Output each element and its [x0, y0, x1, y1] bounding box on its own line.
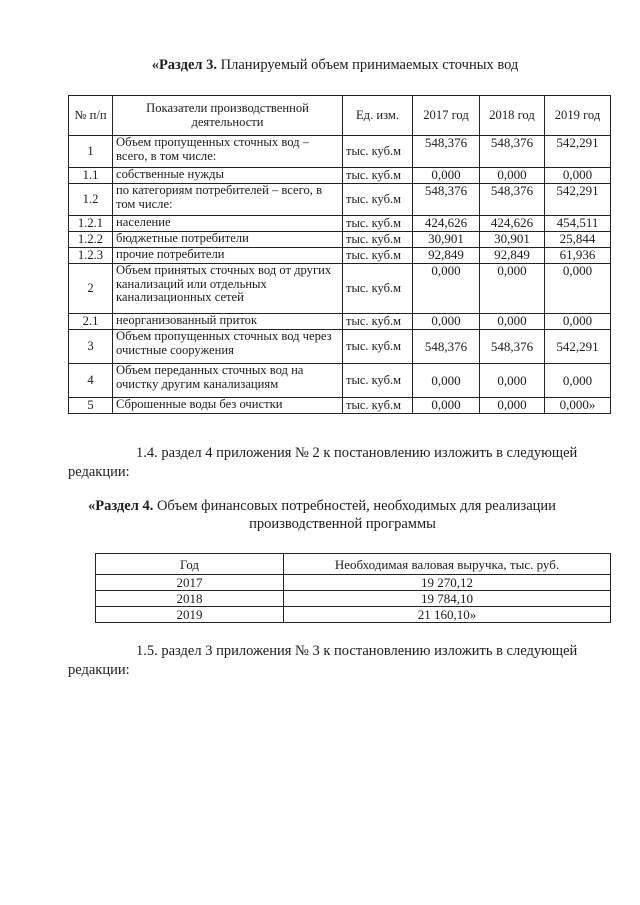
row-unit: тыс. куб.м: [343, 232, 413, 248]
section3-table: [68, 95, 611, 414]
row-name: Объем переданных сточных вод на очистку другим канализациям: [113, 364, 343, 398]
row-unit: тыс. куб.м: [343, 248, 413, 264]
row-name: неорганизованный приток: [113, 314, 343, 330]
row-value-2018: 0,000: [480, 168, 545, 184]
section4-title-bold: «Раздел 4.: [88, 498, 154, 514]
paragraph-1-5: [68, 642, 613, 680]
table-row: [69, 216, 611, 232]
header-2017: 2017 год: [413, 96, 480, 136]
row-year: 2018: [96, 591, 284, 607]
row-value-2019: 0,000»: [545, 398, 611, 414]
header-2019: 2019 год: [545, 96, 611, 136]
row-value-2017: 548,376: [413, 330, 480, 364]
row-value-2019: 454,511: [545, 216, 611, 232]
row-unit: тыс. куб.м: [343, 264, 413, 314]
header-indicator: Показатели производственной деятельности: [113, 96, 343, 136]
row-num: 2: [69, 264, 113, 314]
table-row: [96, 607, 611, 623]
header-unit: Ед. изм.: [343, 96, 413, 136]
row-num: 3: [69, 330, 113, 364]
row-value-2019: 0,000: [545, 264, 611, 314]
row-value-2018: 0,000: [480, 364, 545, 398]
table-row: [96, 591, 611, 607]
row-unit: тыс. куб.м: [343, 330, 413, 364]
row-value-2017: 92,849: [413, 248, 480, 264]
row-value-2018: 424,626: [480, 216, 545, 232]
section4-title: [70, 497, 615, 533]
table-header-row: [96, 554, 611, 575]
row-name: бюджетные потребители: [113, 232, 343, 248]
row-name: прочие потребители: [113, 248, 343, 264]
row-value-2018: 0,000: [480, 264, 545, 314]
row-unit: тыс. куб.м: [343, 314, 413, 330]
row-num: 5: [69, 398, 113, 414]
row-value-2017: 0,000: [413, 168, 480, 184]
header-2018: 2018 год: [480, 96, 545, 136]
row-num: 1: [69, 136, 113, 168]
row-value-2019: 25,844: [545, 232, 611, 248]
row-value-2019: 542,291: [545, 330, 611, 364]
paragraph-1-4-line1: 1.4. раздел 4 приложения № 2 к постановлению изложить в следующей: [136, 445, 578, 461]
row-value-2018: 548,376: [480, 184, 545, 216]
table-row: [69, 136, 611, 168]
row-num: 1.2.1: [69, 216, 113, 232]
row-unit: тыс. куб.м: [343, 364, 413, 398]
row-name: Объем принятых сточных вод от других канализаций или отдельных канализационных сетей: [113, 264, 343, 314]
row-unit: тыс. куб.м: [343, 136, 413, 168]
row-unit: тыс. куб.м: [343, 398, 413, 414]
paragraph-1-4-line2: редакции:: [68, 464, 130, 480]
section4-table: [95, 553, 611, 623]
row-value-2018: 548,376: [480, 136, 545, 168]
header-year: Год: [96, 554, 284, 575]
section3-title-bold: «Раздел 3.: [151, 57, 218, 73]
row-value-2019: 0,000: [545, 168, 611, 184]
row-value-2017: 0,000: [413, 364, 480, 398]
table-row: [69, 398, 611, 414]
header-num: № п/п: [69, 96, 113, 136]
table-row: [69, 168, 611, 184]
row-value-2018: 0,000: [480, 398, 545, 414]
row-name: по категориям потребителей – всего, в том числе:: [113, 184, 343, 216]
row-unit: тыс. куб.м: [343, 216, 413, 232]
row-value-2017: 0,000: [413, 398, 480, 414]
row-value-2018: 92,849: [480, 248, 545, 264]
row-value-2019: 542,291: [545, 136, 611, 168]
row-value-2017: 0,000: [413, 264, 480, 314]
section3-title-text: Планируемый объем принимаемых сточных вод: [217, 57, 519, 73]
row-name: собственные нужды: [113, 168, 343, 184]
row-value-2017: 30,901: [413, 232, 480, 248]
row-name: Объем пропущенных сточных вод через очистные сооружения: [113, 330, 343, 364]
section4-title-text: Объем финансовых потребностей, необходимых для реализации: [153, 498, 556, 514]
section4-title-line2: производственной программы: [249, 516, 436, 532]
row-num: 2.1: [69, 314, 113, 330]
row-value-2019: 542,291: [545, 184, 611, 216]
paragraph-1-4: [68, 444, 613, 482]
row-num: 1.1: [69, 168, 113, 184]
row-year: 2017: [96, 575, 284, 591]
row-revenue: 21 160,10»: [284, 607, 611, 623]
row-name: Объем пропущенных сточных вод – всего, в том числе:: [113, 136, 343, 168]
row-revenue: 19 270,12: [284, 575, 611, 591]
row-value-2019: 0,000: [545, 314, 611, 330]
row-value-2018: 0,000: [480, 314, 545, 330]
row-name: Сброшенные воды без очистки: [113, 398, 343, 414]
row-num: 4: [69, 364, 113, 398]
table-row: [69, 184, 611, 216]
row-num: 1.2.2: [69, 232, 113, 248]
table-row: [69, 364, 611, 398]
table-row: [69, 232, 611, 248]
row-value-2017: 424,626: [413, 216, 480, 232]
table-row: [96, 575, 611, 591]
row-value-2019: 61,936: [545, 248, 611, 264]
row-num: 1.2: [69, 184, 113, 216]
row-value-2018: 30,901: [480, 232, 545, 248]
table-header-row: [69, 96, 611, 136]
section3-title: [60, 56, 610, 74]
row-year: 2019: [96, 607, 284, 623]
row-revenue: 19 784,10: [284, 591, 611, 607]
paragraph-1-5-line1: 1.5. раздел 3 приложения № 3 к постановлению изложить в следующей: [136, 643, 578, 659]
row-num: 1.2.3: [69, 248, 113, 264]
row-unit: тыс. куб.м: [343, 184, 413, 216]
table-row: [69, 264, 611, 314]
table-row: [69, 248, 611, 264]
row-value-2017: 548,376: [413, 136, 480, 168]
table-row: [69, 330, 611, 364]
row-value-2017: 0,000: [413, 314, 480, 330]
row-value-2018: 548,376: [480, 330, 545, 364]
row-name: население: [113, 216, 343, 232]
table-row: [69, 314, 611, 330]
header-revenue: Необходимая валовая выручка, тыс. руб.: [284, 554, 611, 575]
row-unit: тыс. куб.м: [343, 168, 413, 184]
row-value-2017: 548,376: [413, 184, 480, 216]
paragraph-1-5-line2: редакции:: [68, 662, 130, 678]
row-value-2019: 0,000: [545, 364, 611, 398]
